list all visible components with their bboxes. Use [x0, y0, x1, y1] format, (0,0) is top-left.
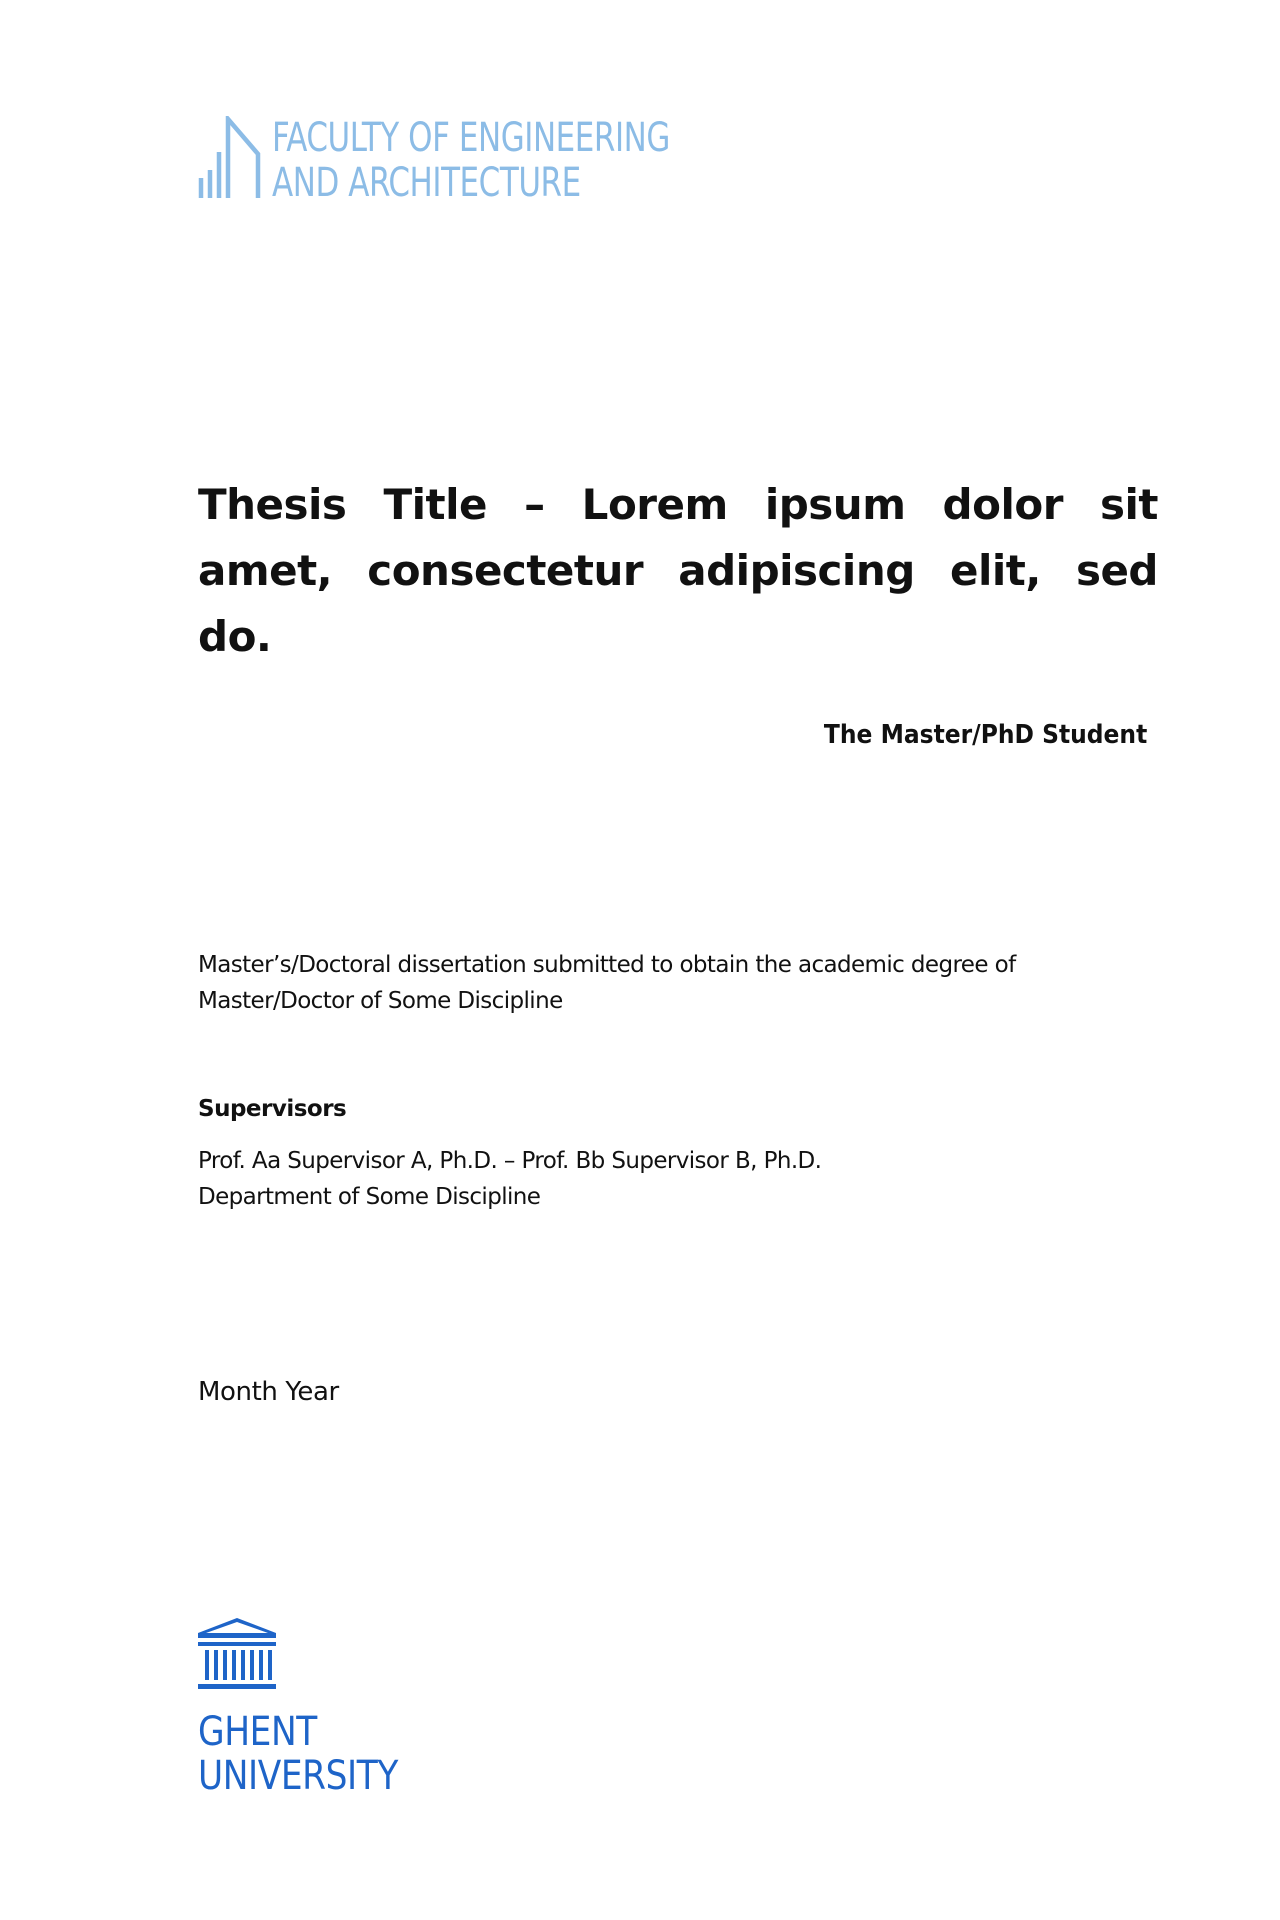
faculty-name — [272, 116, 670, 206]
university-logo — [198, 1618, 430, 1798]
supervisor-department: Department of Some Discipline — [198, 1184, 541, 1210]
university-name-line2: UNIVERSITY — [198, 1753, 398, 1799]
building-bars-icon — [198, 116, 262, 198]
supervisor-names: Prof. Aa Supervisor A, Ph.D. – Prof. Bb Supervisor B, Ph.D. — [198, 1148, 822, 1174]
dissertation-statement: Master’s/Doctoral dissertation submitted to obtain the academic degree of Master/Doctor of Some Discipline — [198, 952, 1016, 1014]
thesis-title: Thesis Title – Lorem ipsum dolor sit amet, consectetur adipiscing elit, sed do. — [198, 480, 1158, 661]
university-name — [198, 1710, 398, 1798]
faculty-name-line1: FACULTY OF ENGINEERING — [272, 115, 670, 161]
supervisors-heading: Supervisors — [198, 1096, 347, 1122]
university-name-line1: GHENT — [198, 1709, 317, 1755]
faculty-name-line2: AND ARCHITECTURE — [272, 160, 581, 206]
submission-date: Month Year — [198, 1377, 339, 1407]
supervisors-block — [198, 1143, 821, 1215]
faculty-logo — [198, 116, 735, 206]
temple-icon — [198, 1618, 276, 1694]
author-name: The Master/PhD Student — [823, 720, 1147, 750]
